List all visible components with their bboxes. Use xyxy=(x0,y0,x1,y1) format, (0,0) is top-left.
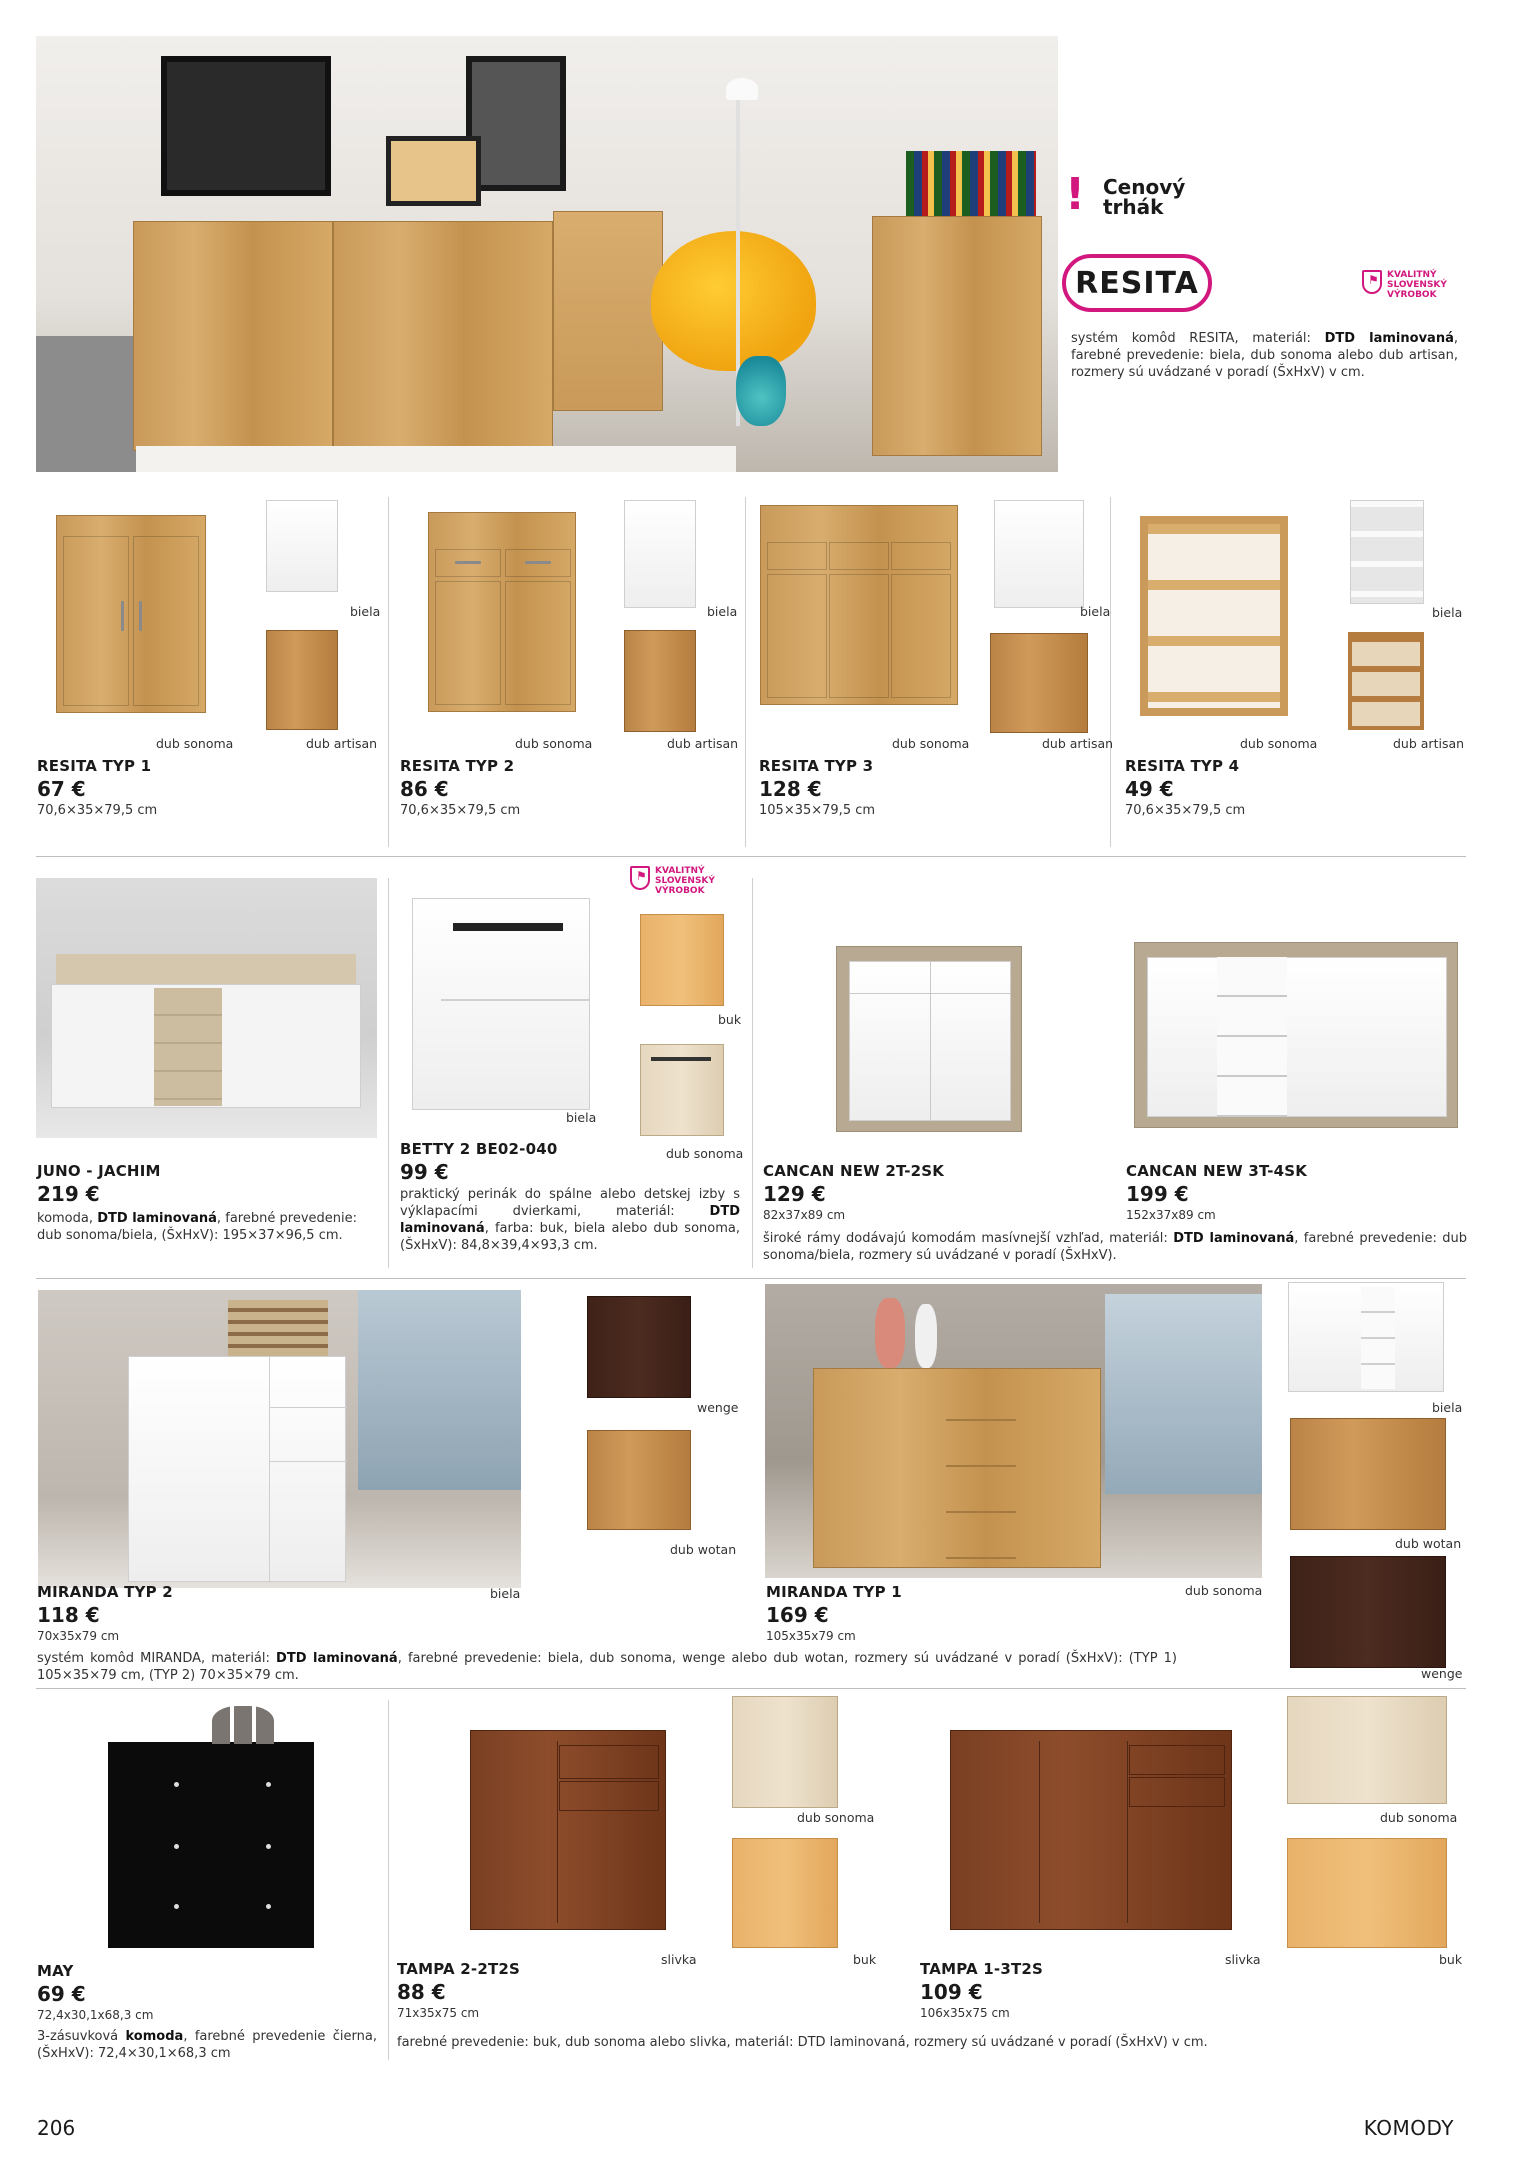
tampa2-sonoma-thumb xyxy=(732,1696,838,1808)
tampa1-color-buk: buk xyxy=(1439,1952,1463,1967)
resita-typ3-color-artisan: dub artisan xyxy=(1042,736,1114,751)
resita-typ4-artisan-thumb xyxy=(1348,632,1424,730)
resita-typ1-image xyxy=(56,515,206,713)
tampa2-name: TAMPA 2-2T2S xyxy=(397,1960,521,1978)
shield-icon: ⚑ xyxy=(630,866,650,890)
resita-typ2-color-sonoma: dub sonoma xyxy=(515,736,593,751)
resita-typ2-artisan-thumb xyxy=(624,630,696,732)
resita-typ3-image xyxy=(760,505,958,705)
resita-typ3-color-white: biela xyxy=(1080,604,1111,619)
tampa1-buk-thumb xyxy=(1287,1838,1447,1948)
resita-typ4-color-artisan: dub artisan xyxy=(1393,736,1465,751)
shield-icon: ⚑ xyxy=(1362,270,1382,294)
resita-logo-text: RESITA xyxy=(1075,265,1199,301)
resita-typ2-dims: 70,6×35×79,5 cm xyxy=(400,803,521,818)
cancan3-price: 199 € xyxy=(1126,1182,1189,1206)
resita-typ4-color-sonoma: dub sonoma xyxy=(1240,736,1318,751)
resita-typ3-dims: 105×35×79,5 cm xyxy=(759,803,876,818)
section-divider xyxy=(36,856,1466,857)
miranda2-photo xyxy=(38,1290,521,1588)
resita-typ1-color-white: biela xyxy=(350,604,381,619)
tampa1-price: 109 € xyxy=(920,1980,983,2004)
quality-badge-betty: ⚑ KVALITNÝ SLOVENSKÝ VÝROBOK xyxy=(630,866,730,900)
resita-typ2-white-thumb xyxy=(624,500,696,608)
divider-v xyxy=(388,1700,389,2060)
betty-price: 99 € xyxy=(400,1160,449,1184)
section-divider xyxy=(36,1688,1466,1689)
miranda2-name: MIRANDA TYP 2 xyxy=(37,1583,173,1601)
tampa2-price: 88 € xyxy=(397,1980,446,2004)
cancan3-image xyxy=(1134,942,1458,1128)
resita-typ1-color-artisan: dub artisan xyxy=(306,736,378,751)
miranda1-wenge-thumb xyxy=(1290,1556,1446,1668)
resita-typ2-color-artisan: dub artisan xyxy=(667,736,739,751)
tampa2-color-buk: buk xyxy=(853,1952,877,1967)
resita-typ3-artisan-thumb xyxy=(990,633,1088,733)
betty-color-buk: buk xyxy=(718,1012,742,1027)
teal-vase xyxy=(736,356,786,426)
quality-badge-hero xyxy=(1362,270,1472,304)
cancan2-image xyxy=(836,946,1022,1132)
window xyxy=(358,1290,521,1490)
tampa1-image xyxy=(950,1730,1232,1930)
tampa2-buk-thumb xyxy=(732,1838,838,1948)
divider-v xyxy=(388,878,389,1268)
section-title: KOMODY xyxy=(1363,2116,1454,2140)
miranda1-dims: 105x35x79 cm xyxy=(766,1629,856,1643)
wall-art-small xyxy=(386,136,481,206)
resita-typ1-white-thumb xyxy=(266,500,338,592)
vase-white xyxy=(915,1304,937,1368)
resita-typ3-price: 128 € xyxy=(759,777,822,801)
hero-sideboard-left xyxy=(133,221,333,451)
tampa1-dims: 106x35x75 cm xyxy=(920,2006,1010,2020)
juno-drawers xyxy=(154,988,222,1106)
miranda-description: systém komôd MIRANDA, materiál: DTD laminovaná, farebné prevedenie: biela, dub sonoma, wenge alebo dub wotan, rozmery sú uvádzané v poradí (ŠxHxV): (TYP 1) 105×35×79 cm, (TYP 2) 70×35×79 cm. xyxy=(37,1651,1177,1683)
betty-sonoma-thumb xyxy=(640,1044,724,1136)
cancan3-name: CANCAN NEW 3T-4SK xyxy=(1126,1162,1308,1180)
resita-typ2-price: 86 € xyxy=(400,777,449,801)
tampa1-sonoma-thumb xyxy=(1287,1696,1447,1804)
resita-typ1-name: RESITA TYP 1 xyxy=(37,757,152,775)
quality-line2: SLOVENSKÝ xyxy=(1387,280,1447,290)
floor-rug xyxy=(136,446,736,472)
miranda1-name: MIRANDA TYP 1 xyxy=(766,1583,902,1601)
resita-typ3-name: RESITA TYP 3 xyxy=(759,757,874,775)
resita-typ1-dims: 70,6×35×79,5 cm xyxy=(37,803,158,818)
resita-typ4-color-white: biela xyxy=(1432,605,1463,620)
divider-v xyxy=(745,497,746,847)
section-divider xyxy=(36,1278,1466,1279)
miranda2-color-wenge: wenge xyxy=(697,1400,739,1415)
tampa2-color-sonoma: dub sonoma xyxy=(797,1810,875,1825)
resita-typ3-color-sonoma: dub sonoma xyxy=(892,736,970,751)
juno-name: JUNO - JACHIM xyxy=(37,1162,161,1180)
resita-description: systém komôd RESITA, materiál: DTD laminovaná, farebné prevedenie: biela, dub sonoma alebo dub artisan, rozmery sú uvádzané v poradí (ŠxHxV) v cm. xyxy=(1071,331,1458,380)
betty-color-sonoma: dub sonoma xyxy=(666,1146,744,1161)
price-hit-line2: trhák xyxy=(1103,195,1164,219)
quality-line3: VÝROBOK xyxy=(1387,290,1437,300)
resita-typ3-white-thumb xyxy=(994,500,1084,608)
may-dims: 72,4x30,1x68,3 cm xyxy=(37,2008,154,2022)
resita-typ4-dims: 70,6×35×79,5 cm xyxy=(1125,803,1246,818)
yellow-chair xyxy=(651,231,816,371)
cancan-description: široké rámy dodávajú komodám masívnejší vzhľad, materiál: DTD laminovaná, farebné prevedenie: dub sonoma/biela, rozmery sú uvádzané v poradí (ŠxHxV). xyxy=(763,1231,1468,1263)
juno-price: 219 € xyxy=(37,1182,100,1206)
betty-color-white: biela xyxy=(566,1110,597,1125)
resita-typ4-image xyxy=(1140,516,1288,716)
miranda1-photo xyxy=(765,1284,1262,1578)
miranda1-white-thumb xyxy=(1288,1282,1444,1392)
betty-description: praktický perinák do spálne alebo detskej izby s výklapacími dvierkami, materiál: DTD laminovaná, farba: buk, biela alebo dub sonoma, (ŠxHxV): 84,8×39,4×93,3 cm. xyxy=(400,1187,740,1253)
juno-description: komoda, DTD laminovaná, farebné prevedenie: dub sonoma/biela, (ŠxHxV): 195×37×96,5 cm. xyxy=(37,1211,358,1243)
miranda1-color-white: biela xyxy=(1432,1400,1463,1415)
resita-typ2-name: RESITA TYP 2 xyxy=(400,757,515,775)
resita-typ1-artisan-thumb xyxy=(266,630,338,730)
books-stack xyxy=(228,1300,328,1356)
may-image xyxy=(108,1742,314,1948)
hero-photo xyxy=(36,36,1058,472)
price-hit-badge xyxy=(1065,170,1195,230)
miranda1-color-wenge: wenge xyxy=(1421,1666,1463,1681)
cancan2-dims: 82x37x89 cm xyxy=(763,1208,846,1222)
tampa-description: farebné prevedenie: buk, dub sonoma alebo slivka, materiál: DTD laminovaná, rozmery sú uvádzané v poradí (ŠxHxV) v cm. xyxy=(397,2035,1208,2050)
resita-typ4-price: 49 € xyxy=(1125,777,1174,801)
tampa1-name: TAMPA 1-3T2S xyxy=(920,1960,1044,1978)
miranda2-wotan-thumb xyxy=(587,1430,691,1530)
miranda1-wotan-thumb xyxy=(1290,1418,1446,1530)
miranda1-color-wotan: dub wotan xyxy=(1395,1536,1462,1551)
hero-shelf xyxy=(553,211,663,411)
page-number: 206 xyxy=(37,2116,76,2140)
cancan3-dims: 152x37x89 cm xyxy=(1126,1208,1216,1222)
wall-art-large xyxy=(161,56,331,196)
resita-typ2-image xyxy=(428,512,576,712)
wall-art-cat xyxy=(466,56,566,191)
miranda2-wenge-thumb xyxy=(587,1296,691,1398)
cancan2-name: CANCAN NEW 2T-2SK xyxy=(763,1162,945,1180)
tampa2-dims: 71x35x75 cm xyxy=(397,2006,480,2020)
divider-v xyxy=(1110,497,1111,847)
resita-typ1-color-sonoma: dub sonoma xyxy=(156,736,234,751)
lamp-head xyxy=(726,78,758,100)
vase-pink xyxy=(875,1298,905,1368)
tampa2-image xyxy=(470,1730,666,1930)
price-hit-line1: Cenový xyxy=(1103,175,1186,199)
juno-top-shelf xyxy=(56,954,356,984)
cancan2-price: 129 € xyxy=(763,1182,826,1206)
divider-v xyxy=(388,497,389,847)
miranda2-dims: 70x35x79 cm xyxy=(37,1629,120,1643)
miranda2-price: 118 € xyxy=(37,1603,100,1627)
miranda2-color-main: biela xyxy=(490,1586,521,1601)
miranda1-color-main: dub sonoma xyxy=(1185,1583,1263,1598)
miranda2-cabinet xyxy=(128,1356,346,1582)
resita-typ2-color-white: biela xyxy=(707,604,738,619)
resita-typ4-name: RESITA TYP 4 xyxy=(1125,757,1240,775)
hero-cabinet-right xyxy=(872,216,1042,456)
hero-sideboard-middle xyxy=(333,221,553,451)
resita-logo xyxy=(1062,254,1212,312)
may-name: MAY xyxy=(37,1962,74,1980)
vases xyxy=(212,1706,274,1744)
miranda1-cabinet xyxy=(813,1368,1101,1568)
juno-jachim-photo xyxy=(36,878,377,1138)
may-price: 69 € xyxy=(37,1982,86,2006)
tampa1-color-main: slivka xyxy=(1225,1952,1261,1967)
miranda1-price: 169 € xyxy=(766,1603,829,1627)
quality-line1: KVALITNÝ xyxy=(1387,270,1437,280)
miranda2-color-wotan: dub wotan xyxy=(670,1542,737,1557)
betty-buk-thumb xyxy=(640,914,724,1006)
betty-white-image xyxy=(412,898,590,1110)
resita-typ1-price: 67 € xyxy=(37,777,86,801)
window xyxy=(1105,1294,1262,1494)
may-description: 3-zásuvková komoda, farebné prevedenie čierna, (ŠxHxV): 72,4×30,1×68,3 cm xyxy=(37,2029,377,2061)
exclamation-icon: ! xyxy=(1065,169,1086,220)
resita-typ4-white-thumb xyxy=(1350,500,1424,604)
divider-v xyxy=(752,878,753,1268)
books xyxy=(906,151,1036,216)
betty-name: BETTY 2 BE02-040 xyxy=(400,1140,558,1158)
sofa xyxy=(36,336,146,472)
tampa2-color-main: slivka xyxy=(661,1952,697,1967)
tampa1-color-sonoma: dub sonoma xyxy=(1380,1810,1458,1825)
